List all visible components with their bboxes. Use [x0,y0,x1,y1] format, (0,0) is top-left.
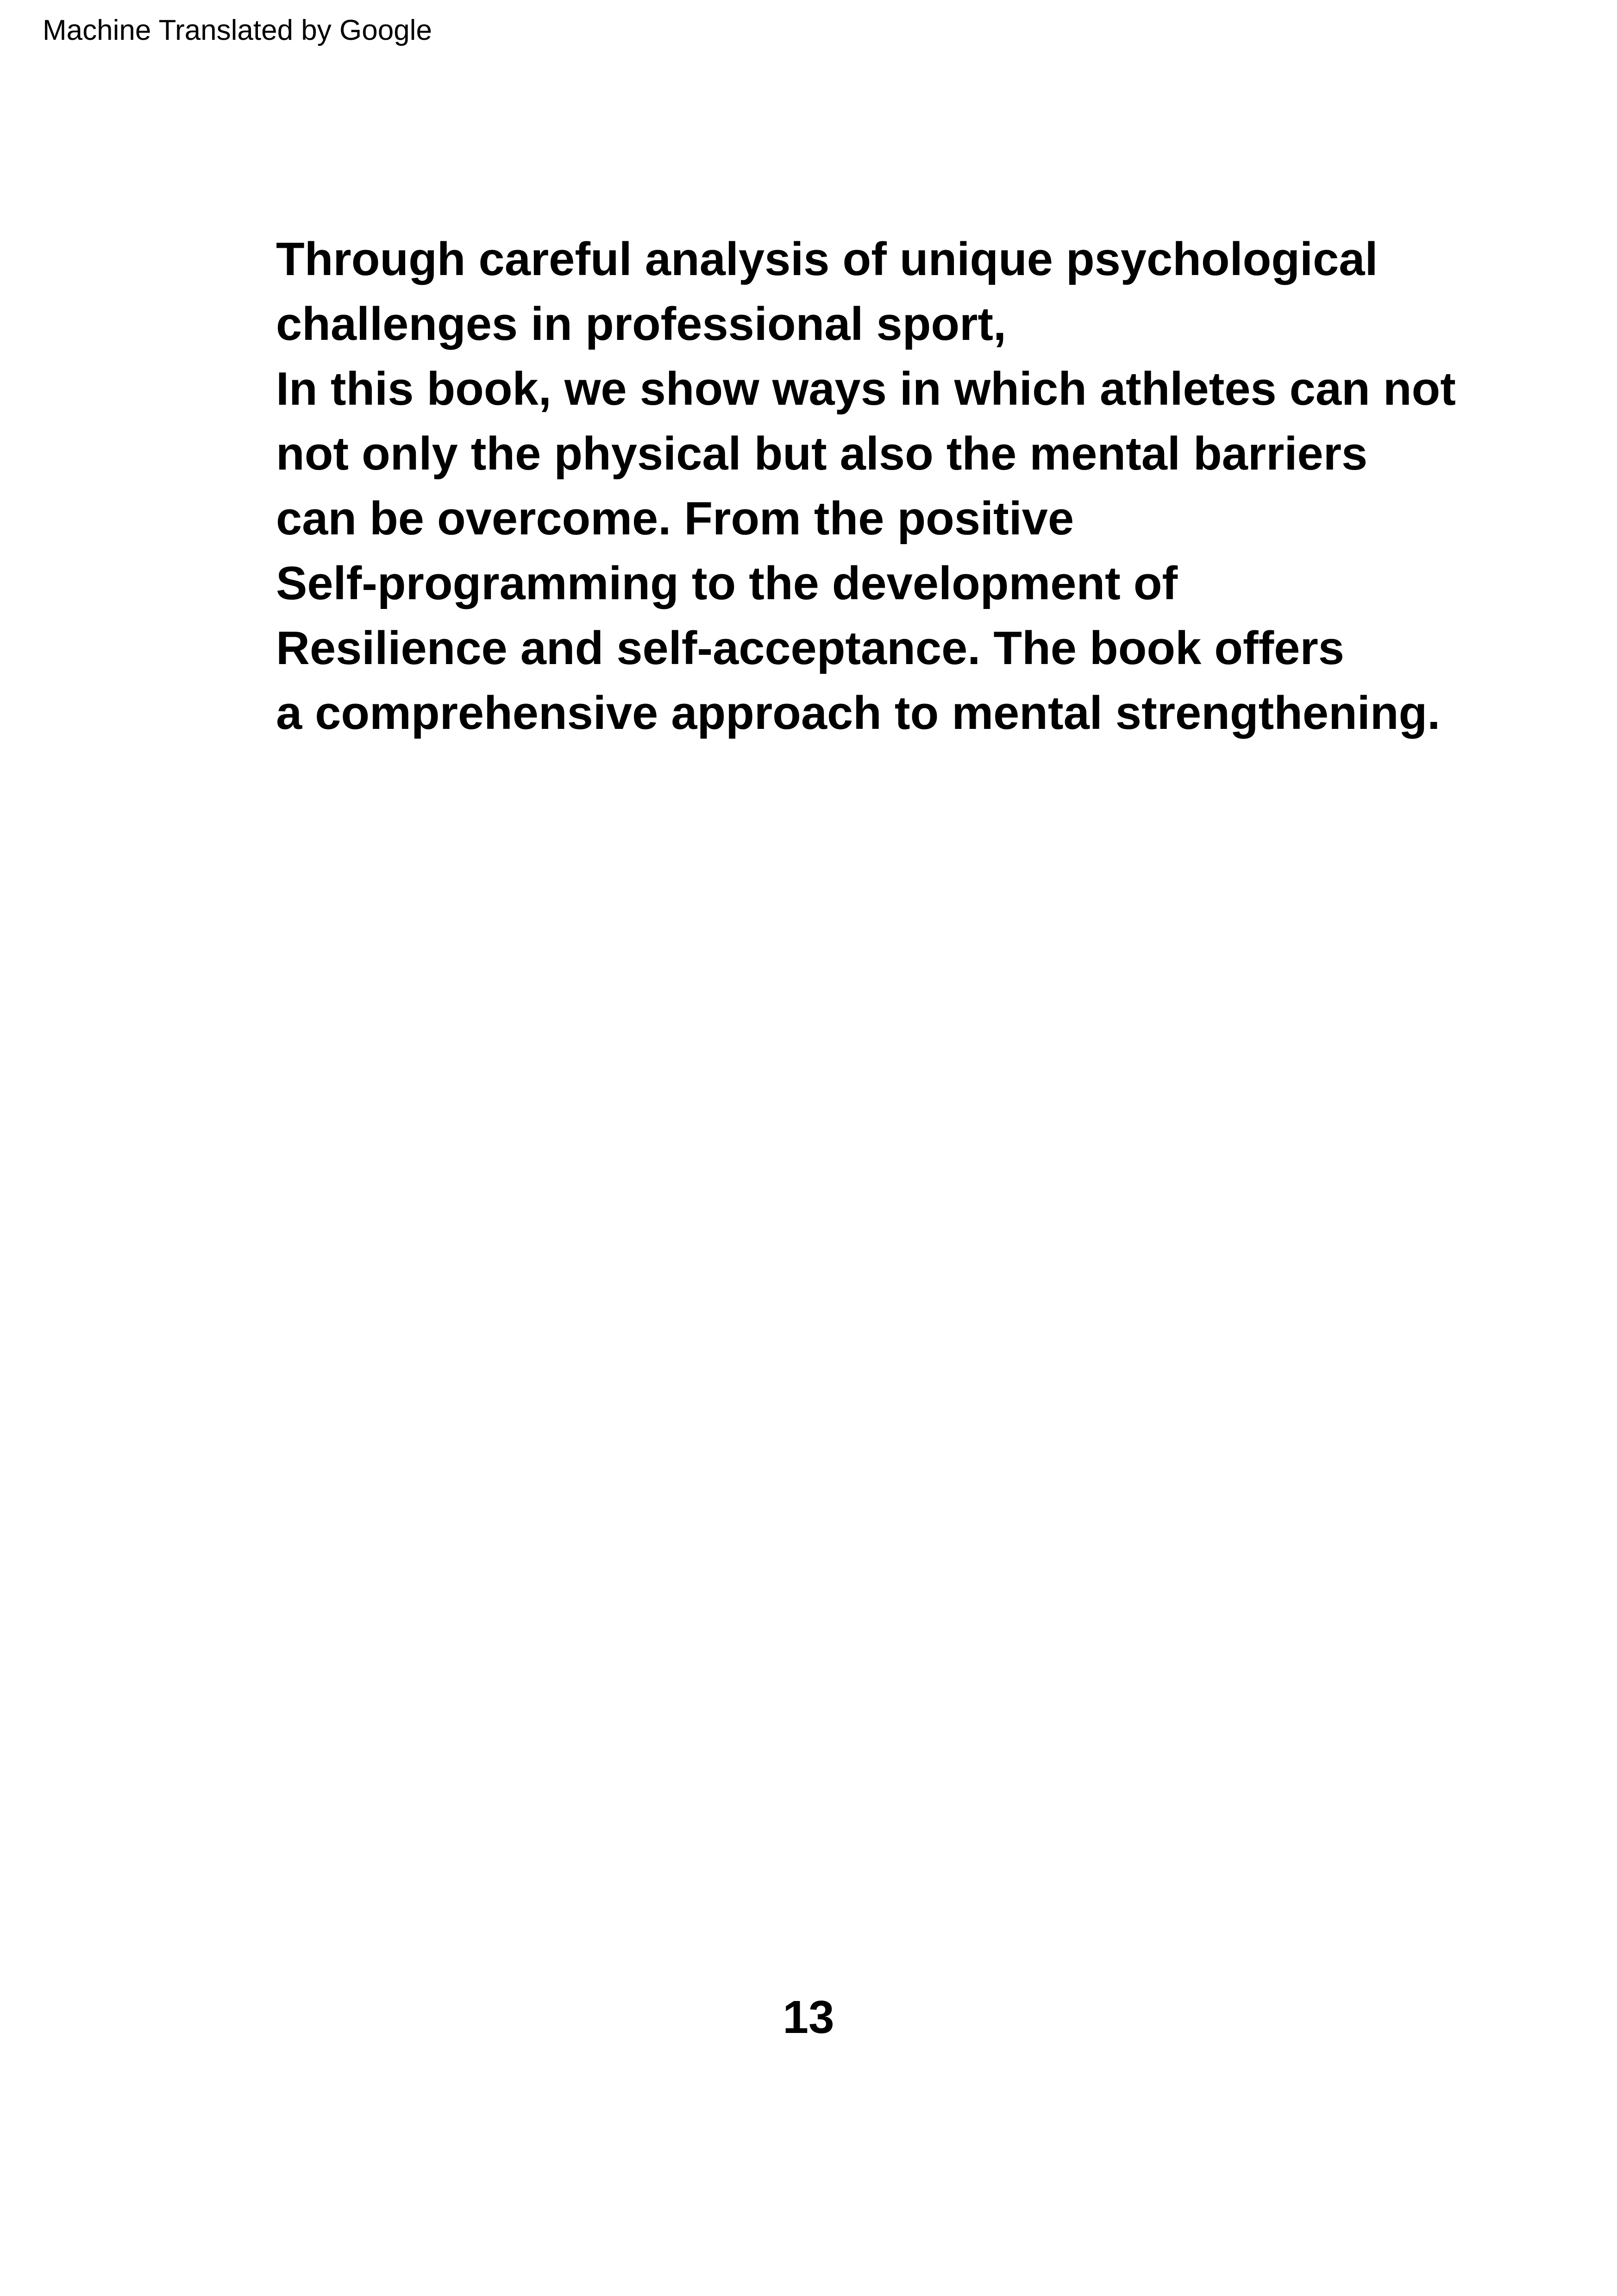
paragraph-line: challenges in professional sport, [276,298,1007,350]
body-paragraph [276,227,1480,746]
paragraph-line: a comprehensive approach to mental strengthening. [276,687,1441,739]
paragraph-line: can be overcome. From the positive [276,493,1074,545]
paragraph-line: Resilience and self-acceptance. The book offers [276,622,1344,674]
paragraph-line: In this book, we show ways in which athletes can not [276,363,1456,415]
paragraph-line: Through careful analysis of unique psychological [276,233,1378,285]
paragraph-line: Self-programming to the development of [276,558,1178,609]
paragraph-line: not only the physical but also the mental barriers [276,428,1368,480]
page-number: 13 [783,1991,834,2043]
machine-translation-note: Machine Translated by Google [43,14,432,46]
